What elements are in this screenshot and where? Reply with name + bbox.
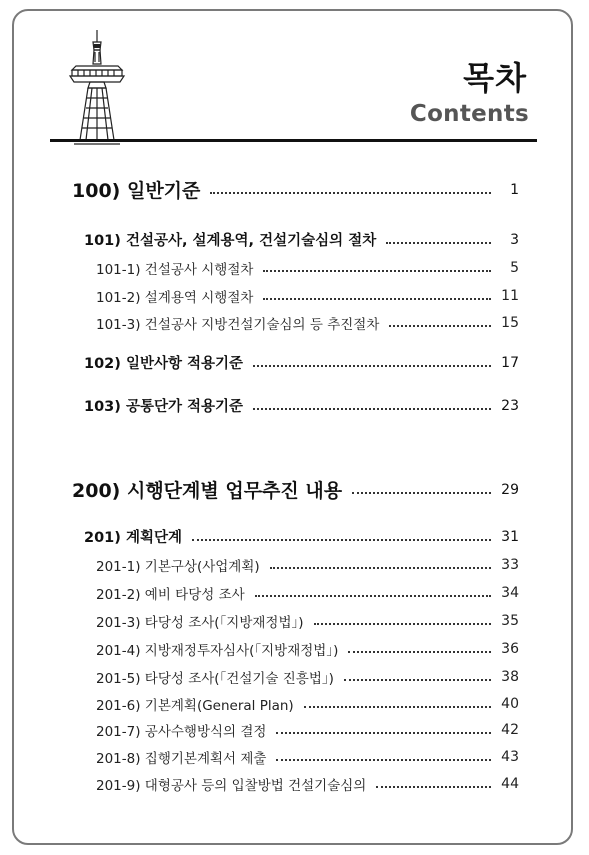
dot-leader [192,539,491,541]
toc-entry-page: 1 [510,181,519,198]
tower-illustration [58,28,136,146]
toc-entry-title: 201-5) 타당성 조사(「건설기술 진흥법」) [96,671,334,687]
toc-entry-page: 36 [501,641,519,657]
toc-entry[interactable] [96,555,519,575]
toc-entry[interactable] [96,583,519,603]
toc-entry[interactable] [84,352,519,373]
toc-entry-page: 31 [501,528,519,545]
dot-leader [270,567,491,569]
toc-entry-title: 200) 시행단계별 업무추진 내용 [72,480,343,502]
toc-entry[interactable] [96,774,519,794]
toc-entry-title: 201-4) 지방재정투자심사(「지방재정법」) [96,643,339,659]
toc-entry-page: 17 [501,354,519,371]
dot-leader [210,192,491,194]
toc-entry-title: 201-8) 집행기본계획서 제출 [96,751,267,767]
dot-leader [304,706,491,708]
toc-entry-page: 34 [501,585,519,601]
dot-leader [276,759,491,761]
toc-entry[interactable] [96,258,519,278]
toc-entry[interactable] [72,476,519,503]
page-title: 목차 [463,59,527,97]
toc-entry-page: 43 [501,749,519,765]
toc-entry-title: 201-1) 기본구상(사업계획) [96,559,260,575]
toc-entry-page: 3 [510,231,519,248]
toc-entry[interactable] [84,395,519,416]
toc-entry-page: 33 [501,557,519,573]
toc-entry-title: 100) 일반기준 [72,180,201,202]
toc-entry[interactable] [96,720,519,740]
toc-entry[interactable] [96,313,519,333]
dot-leader [389,325,491,327]
toc-entry-title: 101-1) 건설공사 시행절차 [96,262,254,278]
toc-entry-title: 101-2) 설계용역 시행절차 [96,290,254,306]
toc-entry[interactable] [84,526,519,547]
toc-entry[interactable] [84,229,519,250]
page-subtitle: Contents [409,101,529,127]
toc-entry[interactable] [96,694,519,714]
dot-leader [253,365,491,367]
toc-entry-title: 101-3) 건설공사 지방건설기술심의 등 추진절차 [96,317,380,333]
toc-entry-title: 201-3) 타당성 조사(「지방재정법」) [96,615,304,631]
toc-entry-page: 15 [501,315,519,331]
toc-entry[interactable] [96,286,519,306]
toc-entry-title: 101) 건설공사, 설계용역, 건설기술심의 절차 [84,233,377,249]
toc-entry-title: 201-2) 예비 타당성 조사 [96,587,245,603]
dot-leader [255,595,491,597]
toc-entry-title: 201-7) 공사수행방식의 결정 [96,724,267,740]
toc-entry-page: 23 [501,397,519,414]
toc-entry-title: 201-6) 기본계획(General Plan) [96,698,294,714]
toc-entry-page: 40 [501,696,519,712]
toc-entry[interactable] [72,176,519,203]
toc-entry-title: 201-9) 대형공사 등의 입찰방법 건설기술심의 [96,778,367,794]
header-rule [50,139,537,142]
dot-leader [263,270,491,272]
toc-entry-title: 103) 공통단가 적용기준 [84,399,244,415]
dot-leader [344,679,491,681]
toc-entry-page: 35 [501,613,519,629]
toc-entry-page: 42 [501,722,519,738]
toc-entry-page: 38 [501,669,519,685]
dot-leader [376,786,491,788]
toc-entry-page: 5 [510,260,519,276]
dot-leader [253,408,491,410]
dot-leader [348,651,491,653]
toc-entry[interactable] [96,747,519,767]
dot-leader [314,623,491,625]
toc-entry-page: 11 [501,288,519,304]
dot-leader [386,242,491,244]
toc-entry[interactable] [96,611,519,631]
dot-leader [263,298,491,300]
toc-entry[interactable] [96,639,519,659]
dot-leader [276,732,491,734]
toc-entry[interactable] [96,667,519,687]
dot-leader [352,492,491,494]
toc-entry-page: 29 [501,481,519,498]
toc-entry-title: 201) 계획단계 [84,530,182,546]
toc-entry-title: 102) 일반사항 적용기준 [84,356,244,372]
toc-entry-page: 44 [501,776,519,792]
